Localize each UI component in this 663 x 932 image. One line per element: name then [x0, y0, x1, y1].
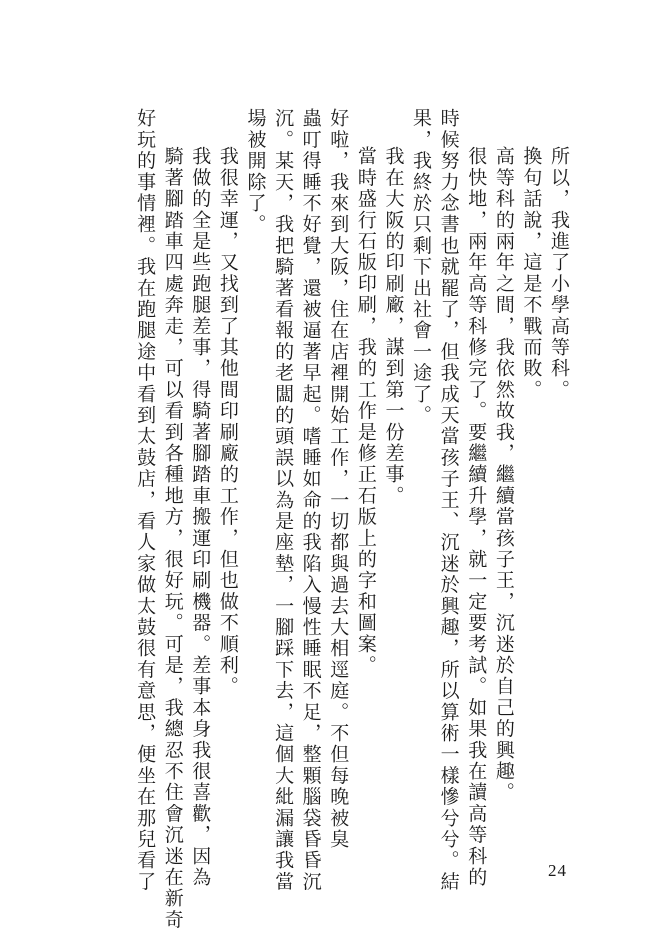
text-line: 當時盛行石版印刷，我的工作是修正石版上的字和圖案。	[354, 146, 377, 676]
text-line: 換句話說，這是不戰而敗。	[520, 146, 543, 401]
text-line: 好玩的事情裡。我在跑腿途中看到太鼓店，看人家做太鼓很有意思，便坐在那兒看了	[134, 108, 157, 893]
text-line: 好啦，我來到大阪，住在店裡開始工作，一切都與過去大相逕庭。不但每晚被臭	[327, 108, 350, 850]
text-line: 我做的全是些跑腿差事，得騎著腳踏車搬運印刷機器。差事本身我很喜歡，因為	[189, 146, 212, 888]
text-line: 沉。某天，我把騎著看報的老闆的頭誤以為是座墊，一腳踩下去，這個大紕漏讓我當	[272, 108, 295, 893]
page-number: 24	[548, 861, 567, 880]
text-line: 我很幸運，又找到了其他間印刷廠的工作，但也做不順利。	[216, 146, 239, 698]
text-line: 很快地，兩年高等科修完了。要繼續升學，就一定要考試。如果我在讀高等科的	[465, 146, 488, 888]
text-line: 我在大阪的印刷廠，謀到第一份差事。	[382, 146, 405, 507]
text-line: 場被開除了。	[244, 108, 267, 236]
text-line: 時候努力念書也就罷了，但我成天當孩子王、沉迷於興趣，所以算術一樣慘兮兮。結	[437, 108, 460, 893]
text-line: 高等科的兩年之間，我依然故我，繼續當孩子王，沉迷於自己的興趣。	[492, 146, 515, 804]
text-line: 果，我終於只剩下出社會一途了。	[410, 108, 433, 426]
text-line: 騎著腳踏車四處奔走，可以看到各種地方，很好玩。可是，我總忍不住會沉迷在新奇	[161, 146, 184, 931]
text-line: 蟲叮得睡不好覺，還被逼著早起。嗜睡如命的我陷入慢性睡眠不足，整顆腦袋昏昏沉	[299, 108, 322, 893]
text-line: 所以，我進了小學高等科。	[548, 146, 570, 401]
